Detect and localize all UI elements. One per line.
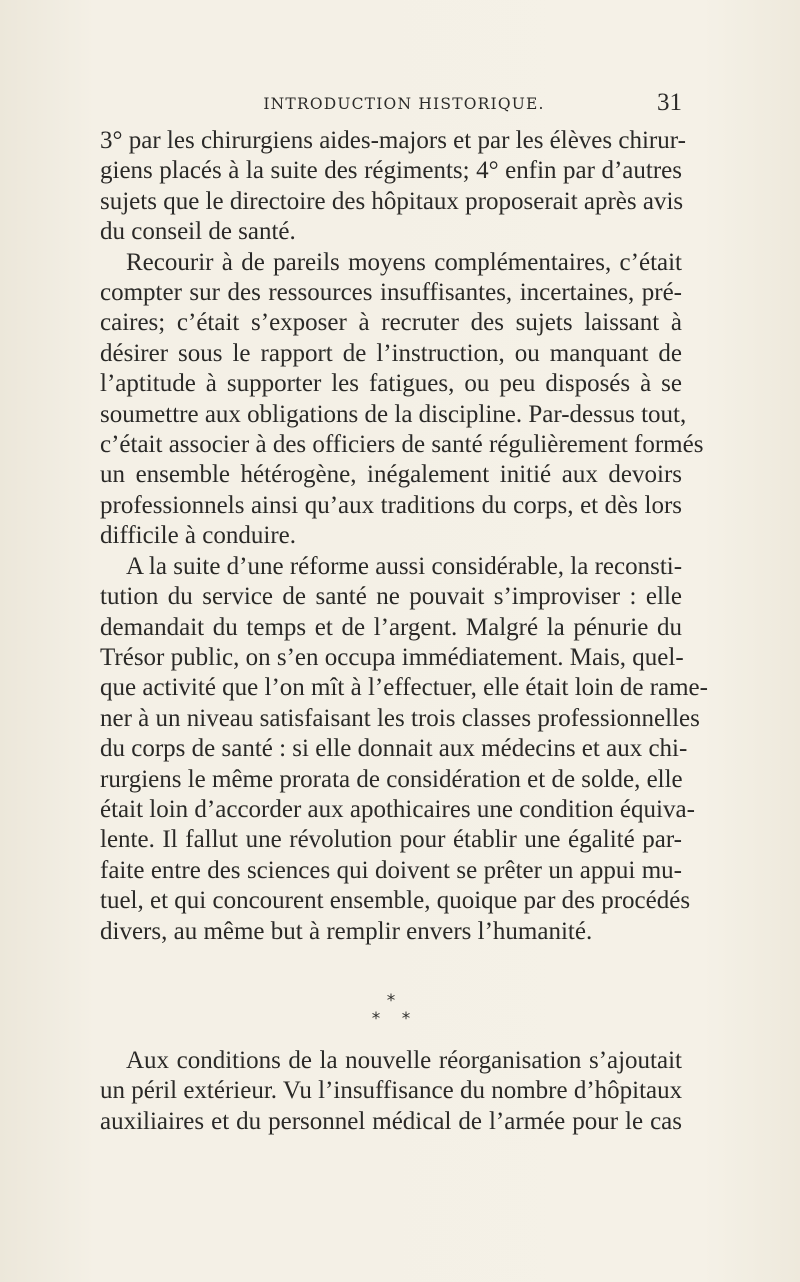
text-line: Recourir à de pareils moyens complémentaires, c’était	[126, 248, 682, 276]
text-line: compter sur des ressources insuffisantes, incertaines, pré-	[100, 279, 682, 307]
text-line: Aux conditions de la nouvelle réorganisation s’ajoutait	[126, 1047, 682, 1074]
text-line: du corps de santé : si elle donnait aux médecins et aux chi-	[100, 735, 688, 763]
text-line: 3° par les chirurgiens aides-majors et par les élèves chirur-	[100, 127, 686, 154]
page-header	[100, 89, 682, 119]
text-line: auxiliaires et du personnel médical de l’armée pour le cas	[100, 1107, 682, 1135]
text-line: tution du service de santé ne pouvait s’improviser : elle	[100, 583, 682, 611]
continuation-text-block	[100, 1046, 682, 1137]
text-line: ner à un niveau satisfaisant les trois classes professionnelles	[100, 704, 700, 732]
text-line: l’aptitude à supporter les fatigues, ou peu disposés à se	[100, 370, 682, 398]
text-line: désirer sous le rapport de l’instruction, ou manquant de	[100, 339, 682, 367]
text-line: caires; c’était s’exposer à recruter des sujets laissant à	[100, 309, 682, 337]
text-line: tuel, et qui concourent ensemble, quoique par des procédés	[100, 887, 691, 915]
text-line: divers, au même but à remplir envers l’humanité.	[100, 917, 593, 945]
text-line: que activité que l’on mît à l’effectuer, elle était loin de rame-	[100, 674, 708, 702]
text-line: Trésor public, on s’en occupa immédiatement. Mais, quel-	[100, 643, 684, 671]
text-line: un ensemble hétérogène, inégalement initié aux devoirs	[100, 461, 682, 489]
text-line: lente. Il fallut une révolution pour établir une égalité par-	[100, 826, 682, 854]
text-line: c’était associer à des officiers de santé régulièrement formés	[100, 431, 704, 459]
section-ornament	[100, 993, 682, 1033]
page-number: 31	[657, 89, 682, 116]
text-line: un péril extérieur. Vu l’insuffisance du nombre d’hôpitaux	[100, 1077, 683, 1105]
main-text-block	[100, 126, 708, 947]
running-title: INTRODUCTION HISTORIQUE.	[263, 95, 545, 113]
text-line: professionnels ainsi qu’aux traditions du corps, et dès lors	[100, 491, 682, 519]
text-line: sujets que le directoire des hôpitaux proposerait après avis	[100, 187, 684, 215]
text-line: rurgiens le même prorata de considération et de solde, elle	[100, 765, 683, 793]
text-line: giens placés à la suite des régiments; 4° enfin par d’autres	[100, 157, 682, 185]
asterisk-bottom: * *	[371, 1009, 419, 1029]
text-line: demandait du temps et de l’argent. Malgré la pénurie du	[100, 613, 682, 641]
asterisk-top: *	[386, 991, 396, 1011]
text-line: était loin d’accorder aux apothicaires une condition équiva-	[100, 795, 695, 823]
text-line: faite entre des sciences qui doivent se prêter un appui mu-	[100, 856, 682, 884]
text-line: soumettre aux obligations de la discipline. Par-dessus tout,	[100, 400, 687, 428]
text-line: du conseil de santé.	[100, 218, 296, 246]
text-line: difficile à conduire.	[100, 522, 296, 550]
text-line: A la suite d’une réforme aussi considérable, la reconsti-	[126, 552, 683, 580]
